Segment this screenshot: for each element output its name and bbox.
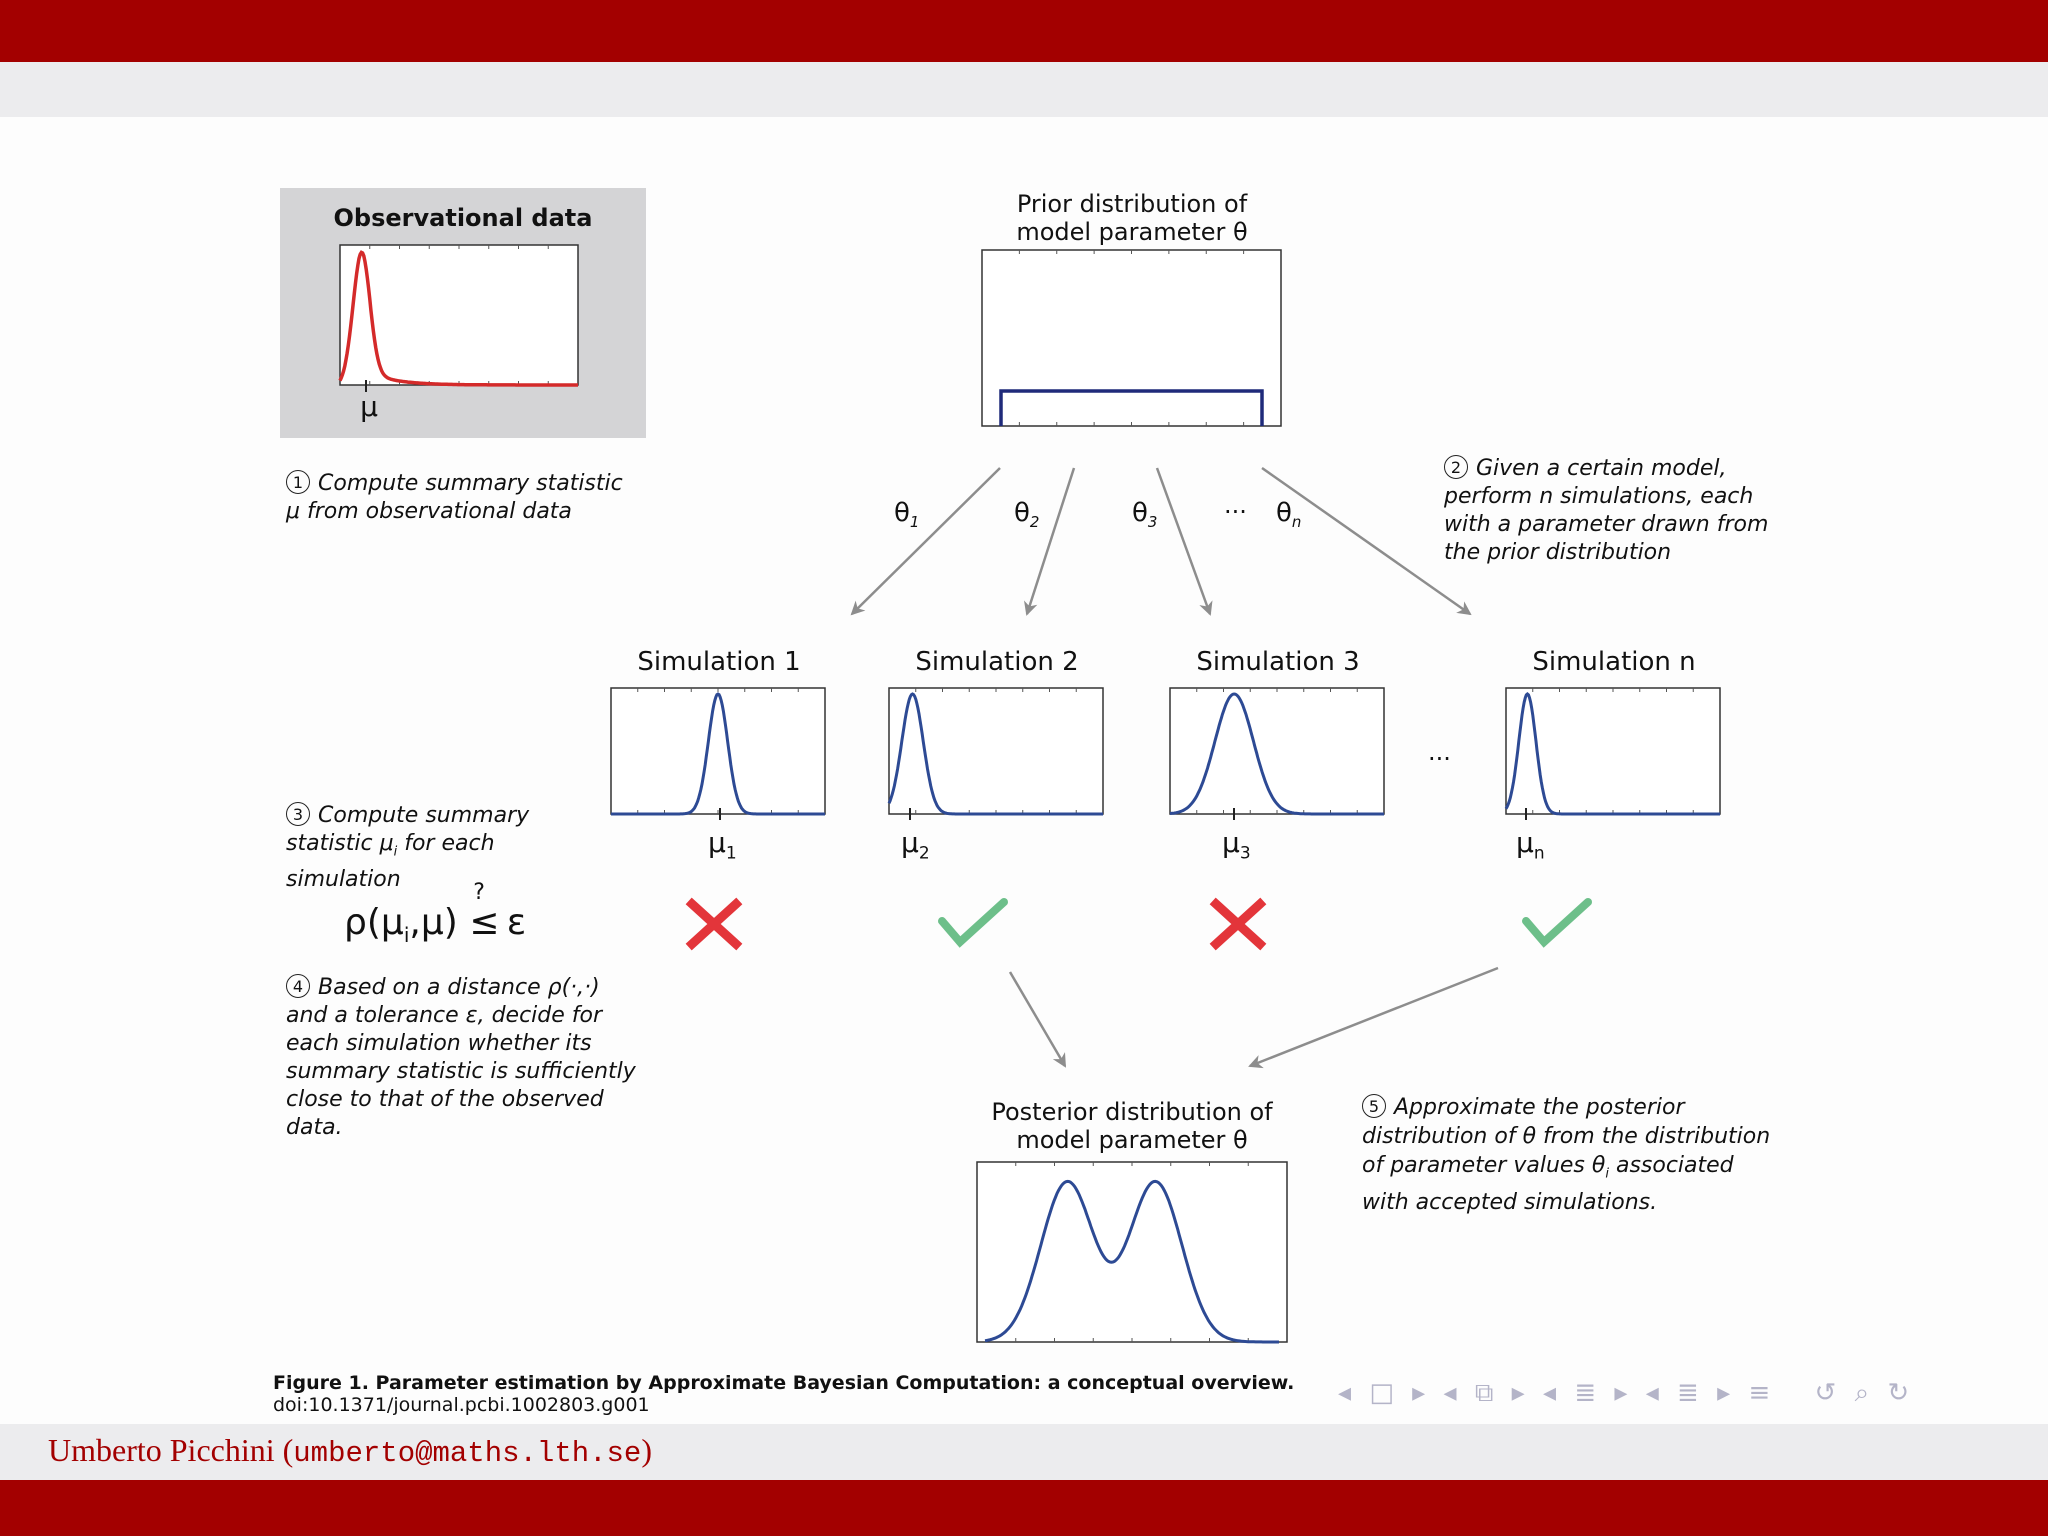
nav-prev-section-icon[interactable]: ◂ <box>1543 1378 1557 1408</box>
sim-mu-label-1: $\mu_1$ <box>708 826 737 864</box>
sim-mu-label-2: $\mu_2$ <box>901 826 930 864</box>
arrow-theta-2 <box>1027 468 1074 614</box>
observational-plot-frame <box>340 245 578 385</box>
step-2-note: 2 Given a certain model, perform n simulations, each with a parameter drawn from the prior distribution <box>1444 456 1769 565</box>
simulation-plot-frame-2 <box>889 688 1103 814</box>
sim-mu-label-n: $\mu_n$ <box>1516 826 1545 864</box>
posterior-title-line1: Posterior distribution of <box>991 1098 1273 1126</box>
nav-prev-doc-icon[interactable]: ◂ <box>1645 1378 1659 1408</box>
nav-search-icon[interactable]: ⌕ <box>1854 1378 1870 1408</box>
step-2-number: 2 <box>1444 455 1468 479</box>
simulation-title-1: Simulation 1 <box>637 647 801 677</box>
nav-next-section-icon[interactable]: ▸ <box>1614 1378 1628 1408</box>
arrow-theta-n <box>1262 468 1470 614</box>
posterior-plot-frame <box>977 1162 1287 1342</box>
step-3-number: 3 <box>286 802 310 826</box>
observational-data-title: Observational data <box>333 204 593 232</box>
nav-next-subsection-icon[interactable]: ▸ <box>1511 1378 1525 1408</box>
accept-check-icon-4 <box>1526 902 1588 942</box>
nav-prev-subsection-icon[interactable]: ◂ <box>1443 1378 1457 1408</box>
arrow-theta-3 <box>1157 468 1210 614</box>
step-1-note: 1 Compute summary statistic μ from observational data <box>286 471 623 524</box>
reject-cross-icon-3 <box>1216 904 1260 944</box>
observed-mu-label: μ <box>360 390 378 423</box>
theta-dots: ··· <box>1224 498 1247 526</box>
footer-author: Umberto Picchini (umberto@maths.lth.se) <box>48 1432 652 1470</box>
nav-subsection-icon[interactable]: ⧉ <box>1474 1378 1494 1408</box>
simulation-title-3: Simulation 3 <box>1196 647 1360 677</box>
theta-label-n: $\theta_n$ <box>1276 498 1302 532</box>
step-1-number: 1 <box>286 470 310 494</box>
simulation-title-n: Simulation n <box>1532 647 1696 677</box>
theta-label-2: $\theta_2$ <box>1014 498 1040 532</box>
nav-doc-icon[interactable]: ≣ <box>1677 1378 1699 1408</box>
step-5-note: 5 Approximate the posterior distribution of θ from the distribution of parameter values $\theta_i$ associated with accepted simulations. <box>1362 1095 1771 1216</box>
nav-next-frame-icon[interactable]: ▸ <box>1412 1378 1426 1408</box>
posterior-title-line2: model parameter θ <box>1016 1126 1248 1154</box>
nav-forward-icon[interactable]: ↻ <box>1887 1378 1910 1408</box>
simulation-plot-frame-1 <box>611 688 825 814</box>
step-3-note: 3 Compute summary statistic $\mu_i$ for each simulation <box>286 803 530 893</box>
step-5-number: 5 <box>1362 1094 1386 1118</box>
prior-title-line1: Prior distribution of <box>1016 190 1248 218</box>
nav-next-doc-icon[interactable]: ▸ <box>1717 1378 1731 1408</box>
simulation-dots: ... <box>1428 738 1451 766</box>
reject-cross-icon-1 <box>692 904 736 944</box>
arrow-theta-1 <box>852 468 1000 614</box>
prior-plot-frame <box>982 250 1281 426</box>
arrow-accepted-n <box>1250 968 1498 1066</box>
nav-back-icon[interactable]: ↺ <box>1814 1378 1837 1408</box>
step-4-number: 4 <box>286 974 310 998</box>
theta-label-1: $\theta_1$ <box>894 498 920 532</box>
nav-section-icon[interactable]: ≣ <box>1574 1378 1597 1408</box>
arrow-accepted-2 <box>1010 972 1065 1066</box>
nav-toc-icon[interactable]: ≡ <box>1748 1378 1771 1408</box>
footer-email[interactable]: umberto@maths.lth.se <box>293 1437 642 1470</box>
sim-mu-label-3: $\mu_3$ <box>1222 826 1251 864</box>
nav-frame-icon[interactable]: □ <box>1369 1378 1394 1408</box>
simulation-plot-frame-3 <box>1170 688 1384 814</box>
step-4-note: 4 Based on a distance ρ(·,·) and a tolerance ε, decide for each simulation whether its summary statistic is sufficiently close to that of the observed data. <box>286 975 636 1140</box>
accept-check-icon-2 <box>942 902 1004 942</box>
caption-title: Figure 1. Parameter estimation by Approximate Bayesian Computation: a conceptual overview. <box>273 1372 1295 1394</box>
nav-prev-frame-icon[interactable]: ◂ <box>1338 1378 1352 1408</box>
caption-doi: doi:10.1371/journal.pcbi.1002803.g001 <box>273 1394 650 1416</box>
theta-label-3: $\theta_3$ <box>1132 498 1158 532</box>
formula-question-mark: ? <box>473 880 485 905</box>
distance-formula: $\rho(\mu_i,\mu)$ ? ≤ ε <box>344 880 527 948</box>
prior-title-line2: model parameter θ <box>1016 218 1248 246</box>
simulation-title-2: Simulation 2 <box>915 647 1079 677</box>
